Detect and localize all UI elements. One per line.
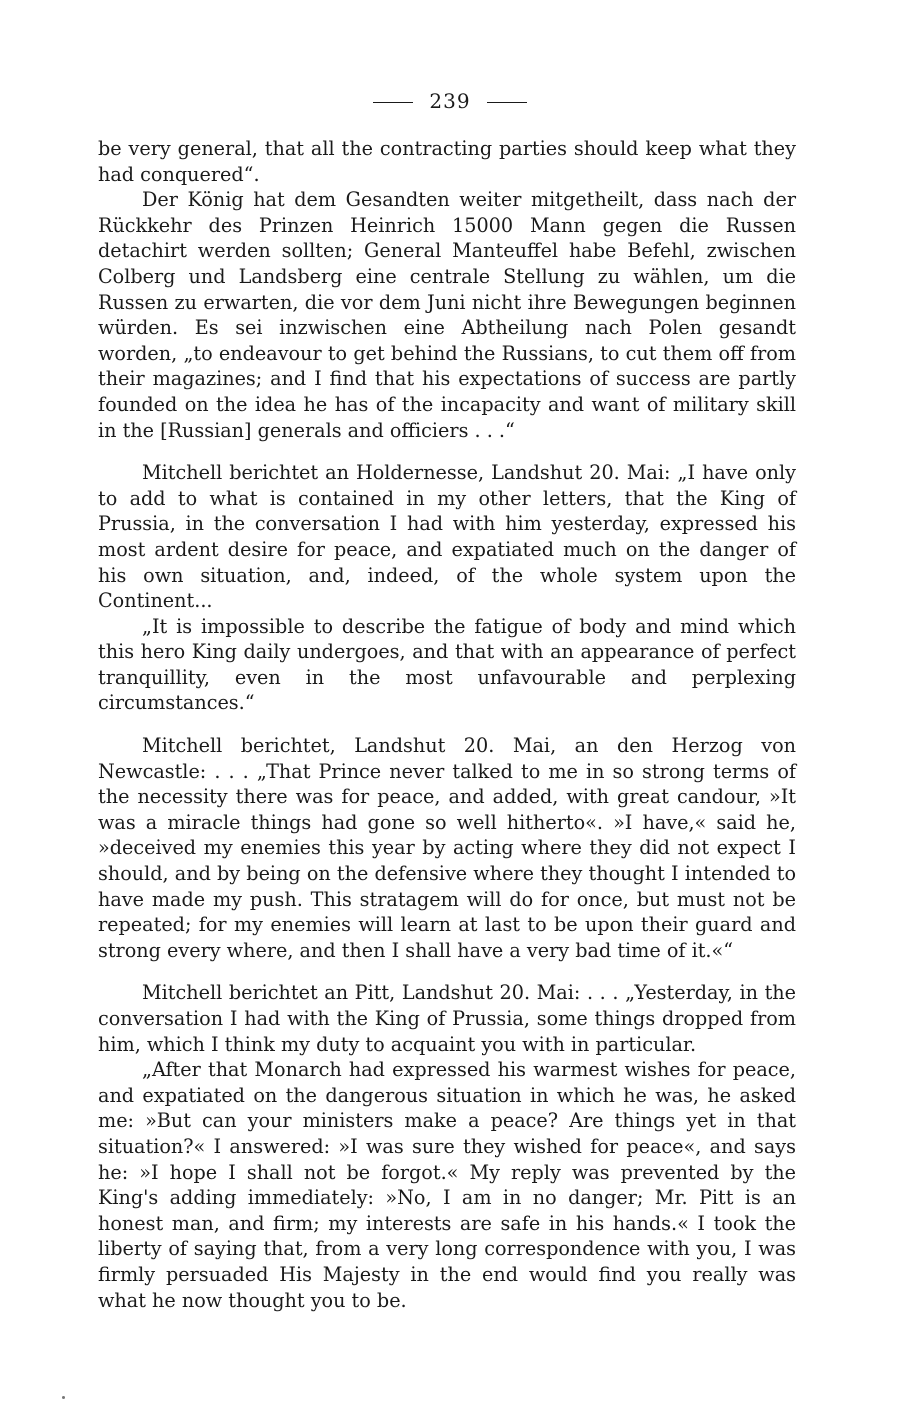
scan-speck <box>62 1396 65 1399</box>
paragraph-mitchell-holdernesse: Mitchell berichtet an Holdernesse, Landshut 20. Mai: „I have only to add to what is contained in my other letters, that the King of Prussia, in the conversation I had with him yesterday, expressed his most ardent desire for peace, and expatiated much on the danger of his own situation, and, indeed, of the whole system upon the Continent... <box>98 461 796 613</box>
paragraph-hero-king: „It is impossible to describe the fatigue of body and mind which this hero King daily undergoes, and that with an appearance of perfect tranquillity, even in the most unfavourable and perplexing circumstances.“ <box>98 614 796 715</box>
paragraph-mitchell-newcastle: Mitchell berichtet, Landshut 20. Mai, an den Herzog von Newcastle: . . . „That Prince never talked to me in so strong terms of the necessity there was for peace, and added, with great candour, »It was a miracle things had gone so well hitherto«. »I have,« said he, »deceived my enemies this year by acting where they did not expect I should, and by being on the defensive where they thought I intended to have made my push. This stratagem will do for once, but must not be repeated; for my enemies will learn at last to be upon their guard and strong every where, and then I shall have a very bad time of it.«“ <box>98 734 796 962</box>
paragraph-continuation: be very general, that all the contracting parties should keep what they had conquered“. <box>98 137 796 186</box>
page-number: 239 <box>429 89 471 113</box>
header-dash-right <box>487 102 527 103</box>
paragraph-koenig-gesandten: Der König hat dem Gesandten weiter mitgetheilt, dass nach der Rückkehr des Prinzen Heinrich 15000 Mann gegen die Russen detachirt werden sollten; General Manteuffel habe Befehl, zwischen Colberg und Landsberg eine centrale Stellung zu wählen, um die Russen zu erwarten, die vor dem Juni nicht ihre Bewegungen beginnen würden. Es sei inzwischen eine Abtheilung nach Polen gesandt worden, „to endeavour to get behind the Russians, to cut them off from their magazines; and I find that his expectations of success are partly founded on the idea he has of the incapacity and want of military skill in the [Russian] generals and officiers . . .“ <box>98 188 796 442</box>
paragraph-mitchell-pitt: Mitchell berichtet an Pitt, Landshut 20. Mai: . . . „Yesterday, in the conversation I had with the King of Prussia, some things dropped from him, which I think my duty to acquaint you with in particular. <box>98 981 796 1056</box>
paragraph-monarch-wishes: „After that Monarch had expressed his warmest wishes for peace, and expatiated on the dangerous situation in which he was, he asked me: »But can your ministers make a peace? Are things yet in that situation?« I answered: »I was sure they wished for peace«, and says he: »I hope I shall not be forgot.« My reply was prevented by the King's adding immediately: »No, I am in no danger; Mr. Pitt is an honest man, and firm; my interests are safe in his hands.« I took the liberty of saying that, from a very long correspondence with you, I was firmly persuaded His Majesty in the end would find you really was what he now thought you to be. <box>98 1058 796 1312</box>
page-header <box>0 86 900 116</box>
text-body <box>98 136 796 1313</box>
header-dash-left <box>373 102 413 103</box>
